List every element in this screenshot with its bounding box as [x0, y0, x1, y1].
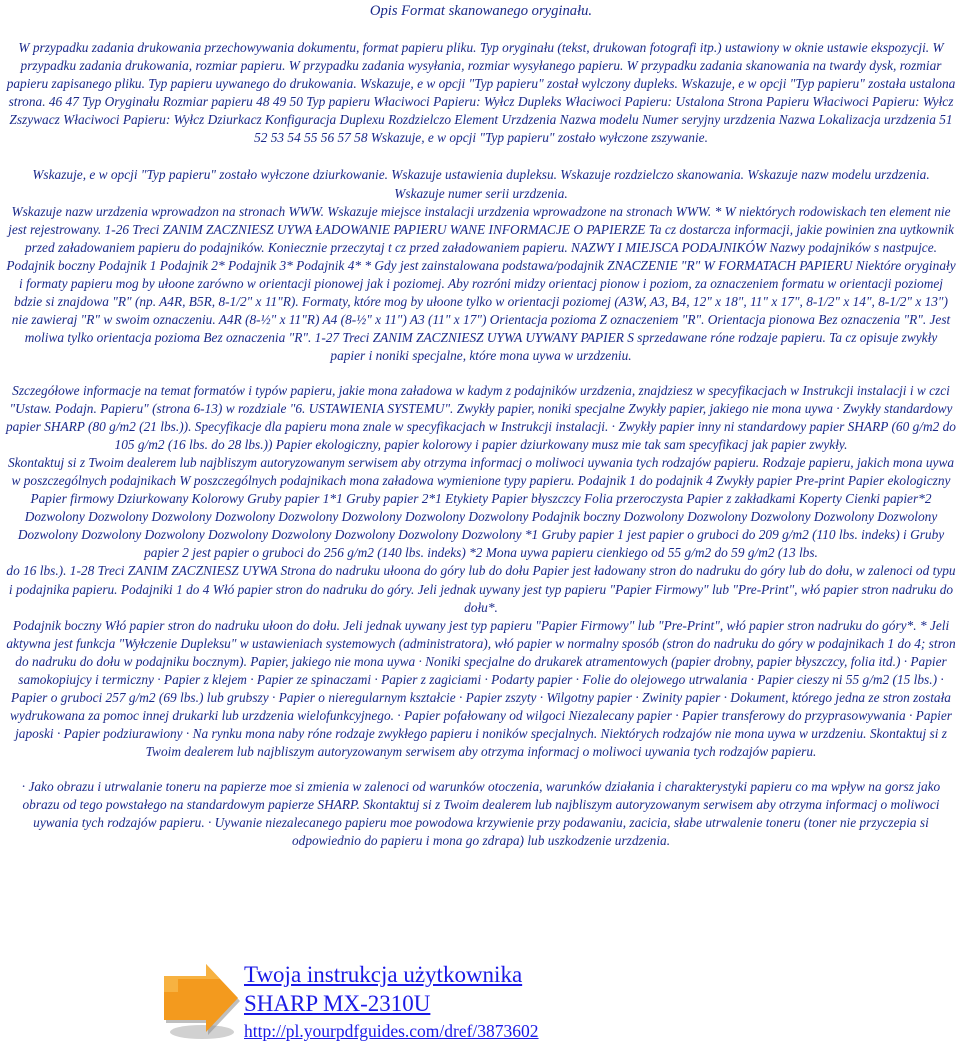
model-link[interactable]: SHARP MX-2310U: [244, 991, 431, 1016]
document-title: Opis Format skanowanego oryginału.: [369, 3, 593, 19]
paragraph-4: Szczegółowe informacje na temat formatów i typów papieru, jakie mona załadowa w kadym z podajników urzdzenia, znajdziesz w specyfikacjach w Instrukcji instalacji i w czci "Ustaw. Podajn. Papieru" (strona 6-13) w rozdziale "6. USTAWIENIA SYSTEMU". Zwykły papier, noniki specjalne Zwykły papier, jakiego nie mona uywa · Zwykły standardowy papier SHARP (80 g/m2 (21 lbs.)). Specyfikacje dla papieru mona znale w specyfikacjach w Instrukcji instalacji. · Zwykły papier inny ni standardowy papier SHARP (60 g/m2 do 105 g/m2 (16 lbs. do 28 lbs.)) Papier ekologiczny, papier kolorowy i papier dziurkowany musz mie tak sam specyfikacj jak papier zwykły.: [6, 383, 956, 453]
footer: [158, 960, 658, 1056]
orange-arrow-icon: [158, 962, 240, 1042]
paragraph-2: Wskazuje, e w opcji "Typ papieru" zostało wyłczone dziurkowanie. Wskazuje ustawienia dupleksu. Wskazuje rozdzielczo skanowania. Wskazuje nazw modelu urzdzenia. Wskazuje numer serii urzdzenia.: [32, 167, 930, 201]
url-link[interactable]: http://pl.yourpdfguides.com/dref/3873602: [244, 1021, 539, 1041]
paragraph-8: · Jako obrazu i utrwalanie toneru na papierze moe si zmienia w zalenoci od warunków otoczenia, warunków działania i charakterystyki papieru co ma wpływ na gorsz jako obrazu od tego powstałego na standardowym papierze SHARP. Skontaktuj si z Twoim dealerem lub najbliszym autoryzowanym serwisem aby otrzyma informacj o moliwoci uywania tych rodzajów papieru. · Uywanie niezalecanego papieru moe powodowa krzywienie przy podawaniu, zacicia, słabe utrwalenie toneru (toner nie przyczepia si odpowiednio do papieru i mona go zdrapa) lub uszkodzenie urzdzenia.: [21, 778, 941, 849]
paragraph-6: do 16 lbs.). 1-28 Treci ZANIM ZACZNIESZ UYWA Strona do nadruku ułoona do góry lub do dołu Papier jest ładowany stron do nadruku do góry lub do dołu, w zalenoci od typu i podajnika papieru. Podajniki 1 do 4 Włó papier stron do nadruku do góry. Jeli jednak uywany jest typ papieru "Papier Firmowy" lub "Pre-Print", włó papier stron nadruku do dołu*.: [6, 563, 956, 615]
paragraph-3: Wskazuje nazw urzdzenia wprowadzon na stronach WWW. Wskazuje miejsce instalacji urzdzenia wprowadzone na stronach WWW. * W niektórych rodowiskach ten element nie jest rejestrowany. 1-26 Treci ZANIM ZACZNIESZ UYWA ŁADOWANIE PAPIERU WANE INFORMACJE O PAPIERZE Ta cz dostarcza informacji, jakie powinien zna uytkownik przed załadowaniem papieru do podajników. Koniecznie przeczytaj t cz przed załadowaniem papieru. NAZWY I MIEJSCA PODAJNIKÓW Nazwy podajników s nastpujce. Podajnik boczny Podajnik 1 Podajnik 2* Podajnik 3* Podajnik 4* * Gdy jest zainstalowana podstawa/podajnik ZNACZENIE "R" W FORMATACH PAPIERU Niektóre oryginały i formaty papieru mog by ułoone zarówno w orientacji pionowej jak i poziomej. Aby rozróni midzy orientacj pionow i poziom, za oznaczeniem formatu w orientacji poziomej bdzie si znajdowa "R" (np. A4R, B5R, 8-1/2" x 11"R). Formaty, które mog by ułoone tylko w orientacji poziomej (A3W, A3, B4, 12" x 18", 11" x 17", 8-1/2" x 14", 8-1/2" x 13") nie zawieraj "R" w swoim oznaczeniu. A4R (8-½" x 11"R) A4 (8-½" x 11") A3 (11" x 17") Orientacja pozioma Z oznaczeniem "R". Orientacja pionowa Bez oznaczenia "R". Jest moliwa tylko orientacja pozioma Bez oznaczenia "R". 1-27 Treci ZANIM ZACZNIESZ UYWA UYWANY PAPIER S sprzedawane róne rodzaje papieru. Ta cz opisuje zwykły papier i noniki specjalne, które mona uywa w urzdzeniu.: [6, 203, 956, 363]
paragraph-1: W przypadku zadania drukowania przechowywania dokumentu, format papieru pliku. Typ oryginału (tekst, drukowan fotografi itp.) ustawiony w oknie ustawie ekspozycji. W przypadku zadania drukowania, rozmiar papieru. W przypadku zadania wysyłania, rozmiar wysyłanego papieru. W przypadku zadania skanowania na twardy dysk, rozmiar papieru zapisanego pliku. Typ papieru uywanego do drukowania. Wskazuje, e w opcji "Typ papieru" został wylczony dupleks. Wskazuje, e w opcji "Typ papieru" została ustalona strona. 46 47 Typ Oryginału Rozmiar papieru 48 49 50 Typ papieru Właciwoci Papieru: Wyłcz Dupleks Właciwoci Papieru: Ustalona Strona Papieru Właciwoci Papieru: Wyłcz Zszywacz Właciwoci Papieru: Wyłcz Dziurkacz Konfiguracja Duplexu Rozdzielczo Element Urzdzenia Nazwa modelu Numer seryjny urzdzenia Nazwa Lokalizacja urzdzenia 51 52 53 54 55 56 57 58 Wskazuje, e w opcji "Typ papieru" zostało wyłczone zszywanie.: [6, 40, 956, 146]
paragraph-7: Podajnik boczny Włó papier stron do nadruku ułoon do dołu. Jeli jednak uywany jest typ papieru "Papier Firmowy" lub "Pre-Print", włó papier stron nadruku do góry*. * Jeli aktywna jest funkcja "Wyłczenie Dupleksu" w ustawieniach systemowych (administratora), włó papier w normalny sposób (stron do nadruku do góry w podajnikach 1 do 4; stron do nadruku do dołu w podajniku bocznym). Papier, jakiego nie mona uywa · Noniki specjalne do drukarek atramentowych (papier drobny, papier błyszczcy, folia itd.) · Papier samokopiujcy i termiczny · Papier z klejem · Papier ze spinaczami · Papier z zagiciami · Podarty papier · Folie do olejowego utrwalania · Papier cieszy ni 55 g/m2 (15 lbs.) · Papier o gruboci 257 g/m2 (69 lbs.) lub grubszy · Papier o nieregularnym kształcie · Papier zszyty · Wilgotny papier · Zwinity papier · Dokument, którego jedna ze stron została wydrukowana za pomoc innej drukarki lub urzdzenia wielofunkcyjnego. · Papier pofałowany od wilgoci Niezalecany papier · Papier transferowy do przyprasowywania · Papier japoski · Papier podziurawiony · Na rynku mona naby róne rodzaje zwykłego papieru i noników specjalnych. Niektórych rodzajów nie mona uywa w urzdzeniu. Skontaktuj si z Twoim dealerem lub najbliszym autoryzowanym serwisem aby otrzyma informacj o moliwoci uywania tych rodzajów papieru.: [6, 617, 956, 759]
paragraph-5: Skontaktuj si z Twoim dealerem lub najbliszym autoryzowanym serwisem aby otrzyma informacj o moliwoci uywania tych rodzajów papieru. Rodzaje papieru, jakich mona uywa w poszczególnych podajnikach W poszczególnych podajnikach mona załadowa wymienione typy papieru. Podajnik 1 do podajnik 4 Zwykły papier Pre-print Papier ekologiczny Papier firmowy Dziurkowany Kolorowy Gruby papier 1*1 Gruby papier 2*1 Etykiety Papier błyszczcy Folia przeroczysta Papier z zakładkami Koperty Cienki papier*2 Dozwolony Dozwolony Dozwolony Dozwolony Dozwolony Dozwolony Dozwolony Dozwolony Podajnik boczny Dozwolony Dozwolony Dozwolony Dozwolony Dozwolony Dozwolony Dozwolony Dozwolony Dozwolony Dozwolony Dozwolony Dozwolony Dozwolony *1 Gruby papier 1 jest papier o gruboci do 209 g/m2 (110 lbs. indeks) i Gruby papier 2 jest papier o gruboci do 256 g/m2 (140 lbs. indeks) *2 Mona uywa papieru cienkiego od 55 g/m2 do 59 g/m2 (13 lbs.: [7, 455, 955, 561]
manual-link[interactable]: Twoja instrukcja użytkownika: [244, 962, 523, 987]
document: [6, 2, 956, 850]
footer-links: [244, 960, 539, 1044]
